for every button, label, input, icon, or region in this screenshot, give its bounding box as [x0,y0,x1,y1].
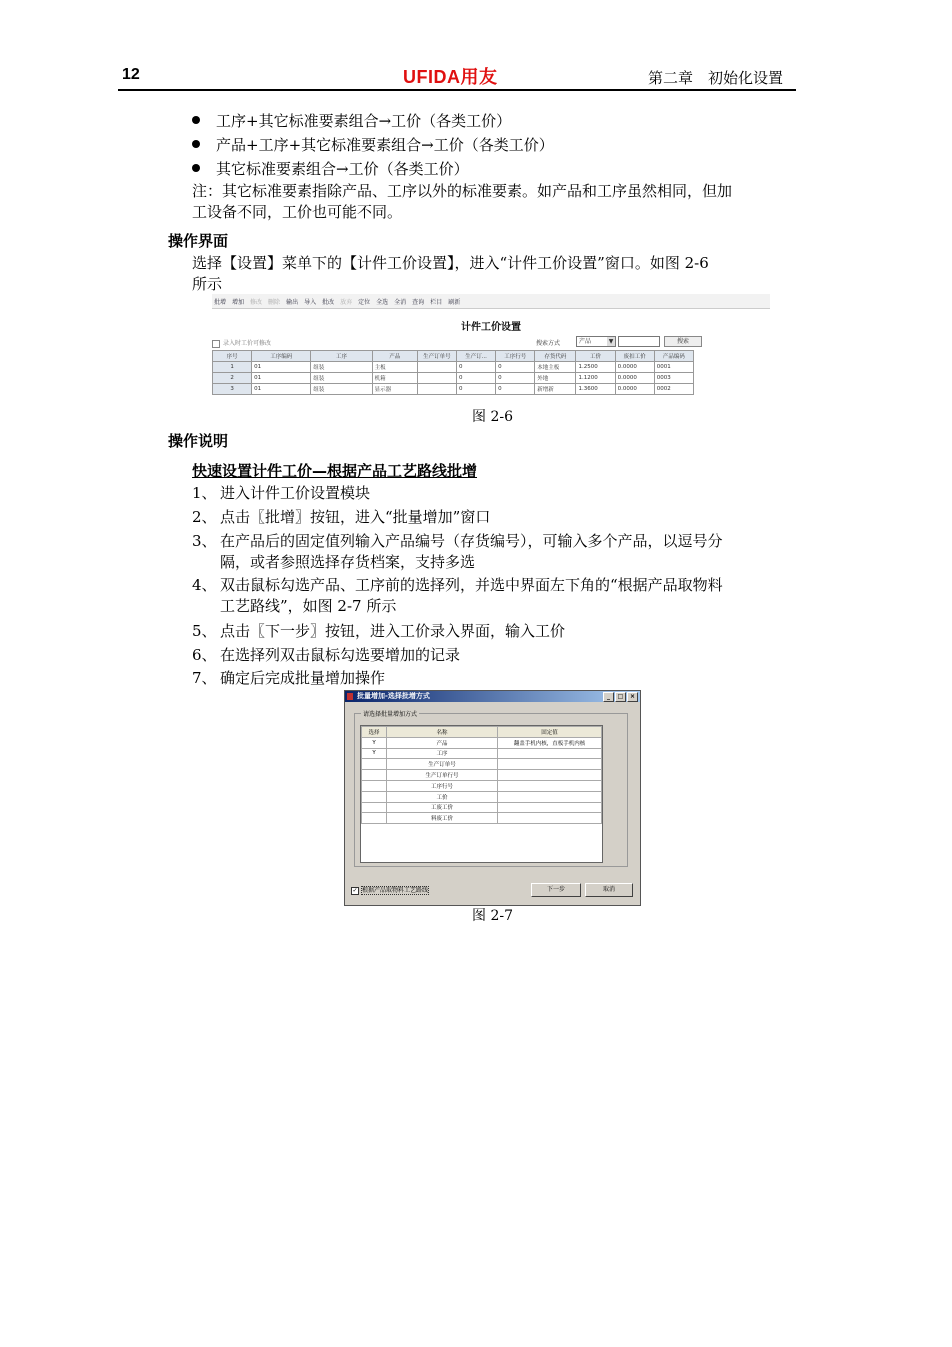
tb-add[interactable]: 增加 [232,298,245,306]
step-5: 5、 点击〖下一步〗按钮，进入工价录入界面，输入工价 [192,622,566,640]
table-row[interactable]: 工废工价 [362,802,602,813]
table-row[interactable]: 工序行号 [362,780,602,791]
heading-operation-desc: 操作说明 [168,432,229,450]
figure-2-6-caption: 图 2-6 [472,409,513,425]
price-table [212,350,694,395]
toolbar [212,294,770,309]
table-row[interactable]: 2 01 组装 机箱 0 0 外地 1.1200 0.0000 0003 [213,373,694,384]
table-row[interactable]: 工价 [362,791,602,802]
tb-refresh[interactable]: 刷新 [448,298,461,306]
tb-select-all[interactable]: 全选 [376,298,389,306]
chapter-title: 第二章 初始化设置 [648,69,784,87]
checkmark-icon: ✓ [352,886,358,894]
step-2: 2、 点击〖批增〗按钮，进入“批量增加”窗口 [192,508,491,526]
bullet-dot-icon [192,116,200,124]
search-mode-select[interactable]: 产品 ▼ [576,336,616,347]
bullet-item: 工序+其它标准要素组合→工价（各类工价） [192,110,511,131]
tb-cancel[interactable]: 放弃 [340,298,353,306]
figure-2-6 [212,294,770,404]
batch-mode-table [361,726,602,824]
step-1: 1、 进入计件工价设置模块 [192,484,371,502]
figure-2-7-dialog [344,690,641,906]
tb-export[interactable]: 输出 [286,298,299,306]
figure-2-7-caption: 图 2-7 [472,908,513,924]
batch-mode-table-wrap [360,725,603,863]
group-label: 请选择批量增加方式 [363,711,418,718]
tb-import[interactable]: 导入 [304,298,317,306]
tb-query[interactable]: 查询 [412,298,425,306]
bullet-dot-icon [192,140,200,148]
search-input[interactable] [618,336,660,347]
table-header-row: 选择 名称 固定值 [362,727,602,738]
tb-columns[interactable]: 栏目 [430,298,443,306]
checkbox-icon [212,340,220,348]
table-row[interactable]: Y 工序 [362,748,602,759]
note-line-2: 工设备不同，工价也可能不同。 [192,203,403,221]
header-rule [118,89,796,91]
fig6-title: 计件工价设置 [461,322,521,333]
table-row[interactable]: 料废工价 [362,813,602,824]
tb-deselect-all[interactable]: 全消 [394,298,407,306]
search-mode-label: 搜索方式 [536,340,561,347]
step-6: 6、 在选择列双击鼠标勾选要增加的记录 [192,646,461,664]
logo-latin: UFIDA [403,67,461,87]
routing-checkbox[interactable]: ✓ 根据产品取物料工艺路线 [352,886,429,894]
tb-edit[interactable]: 修改 [250,298,263,306]
next-button[interactable]: 下一步 [531,883,581,897]
step-3: 3、 在产品后的固定值列输入产品编号（存货编号），可输入多个产品，以逗号分 隔，或者参照选择存货档案，支持多选 [192,532,723,571]
tb-batch-add[interactable]: 批增 [214,298,227,306]
table-row[interactable]: Y 产品 翻盖手机内核，直板手机内核 [362,737,602,748]
page-number: 12 [122,66,140,83]
tb-delete[interactable]: 删除 [268,298,281,306]
close-icon[interactable]: × [627,692,638,702]
subheading-quick-setup: 快速设置计件工价—根据产品工艺路线批增 [192,462,478,480]
ufida-logo [403,63,498,89]
minimize-icon[interactable]: _ [603,692,614,702]
tb-batch-edit[interactable]: 批改 [322,298,335,306]
cancel-button[interactable]: 取消 [585,883,633,897]
table-row[interactable]: 生产订单号 [362,759,602,770]
note-line-1: 注：其它标准要素指除产品、工序以外的标准要素。如产品和工序虽然相同，但加 [192,182,733,200]
table-row[interactable]: 生产订单行号 [362,770,602,781]
logo-cn: 用友 [460,67,498,87]
table-row[interactable]: 3 01 组装 显示器 0 0 新增新 1.3600 0.0000 0002 [213,384,694,395]
app-icon [347,693,353,700]
tb-locate[interactable]: 定位 [358,298,371,306]
bullet-item: 其它标准要素组合→工价（各类工价） [192,158,469,179]
step-4: 4、 双击鼠标勾选产品、工序前的选择列，并选中界面左下角的“根据产品取物料 工艺路线”，如图 2-7 所示 [192,576,723,615]
bullet-dot-icon [192,164,200,172]
bullet-item: 产品+工序+其它标准要素组合→工价（各类工价） [192,134,554,155]
section1-line-2: 所示 [192,275,223,293]
maximize-icon[interactable]: □ [615,692,626,702]
step-7: 7、 确定后完成批量增加操作 [192,669,386,687]
dialog-titlebar: 批量增加-选择批增方式 _ □ × [345,691,640,702]
chevron-down-icon: ▼ [608,338,614,345]
section1-line-1: 选择【设置】菜单下的【计件工价设置】，进入“计件工价设置”窗口。如图 2-6 [192,254,709,272]
heading-operation-ui: 操作界面 [168,232,229,250]
search-button[interactable]: 搜索 [664,336,702,347]
editable-price-checkbox[interactable]: 录入时工价可修改 [212,338,271,348]
fig6-filter-bar [212,336,770,348]
batch-mode-group [354,713,628,867]
window-controls [603,692,638,702]
table-header-row: 序号 工序编码 工序 产品 生产订单号 生产订... 工序行号 存货代码 工价 废扣工价 产品编码 [213,351,694,362]
table-row[interactable]: 1 01 组装 主板 0 0 本地主板 1.2500 0.0000 0001 [213,362,694,373]
